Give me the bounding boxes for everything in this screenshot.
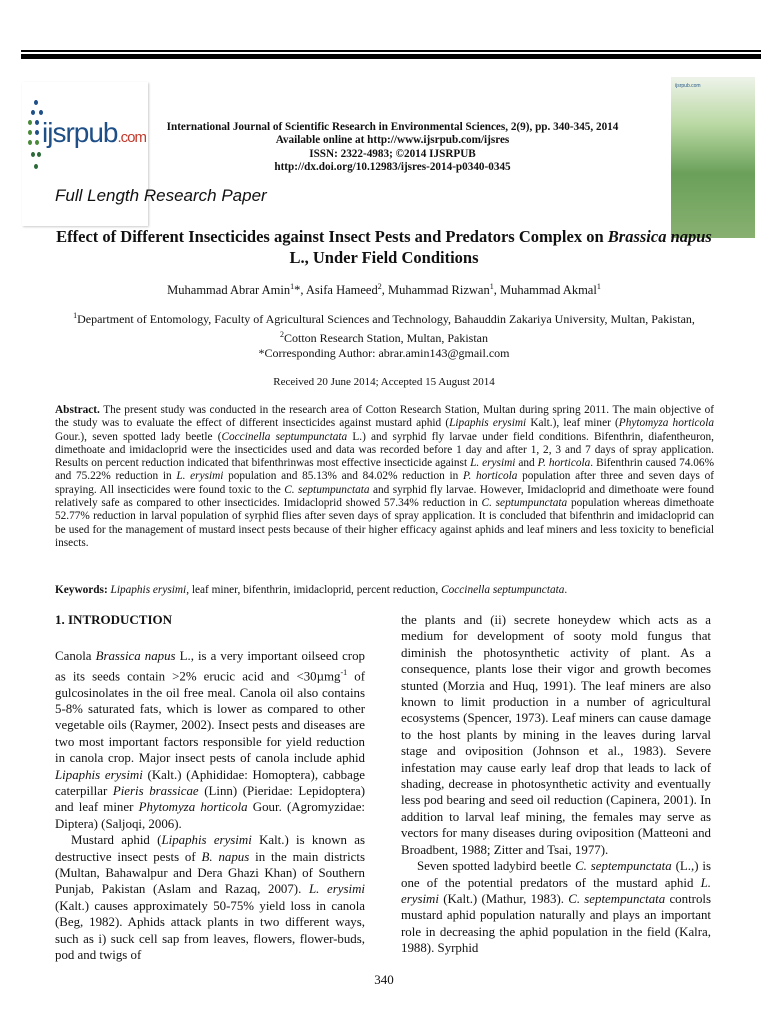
- paragraph: [401, 612, 711, 858]
- text-run: , Muhammad Akmal: [493, 283, 597, 298]
- italic-text: Lipaphis erysimi: [449, 417, 527, 430]
- superscript: 1: [73, 311, 78, 320]
- text-run: Seven spotted ladybird beetle: [417, 859, 576, 874]
- italic-text: L. erysimi: [308, 882, 365, 897]
- journal-citation: International Journal of Scientific Research in Environmental Sciences, 2(9), pp. 340-345, 2014: [166, 121, 619, 133]
- text-run: of gulcosinolates in the oil free meal. Canola oil also contains 5-8% saturated fats, which is lower as compared to other vegetable oils (Raymer, 2002). Insect pests and diseases are two most important factors responsible for yield reduction in canola crop. Major insect pests of canola include aphid: [55, 669, 366, 766]
- italic-text: Coccinella septumpunctata: [441, 584, 565, 596]
- italic-text: P. horticola: [537, 457, 591, 470]
- italic-text: Phytomyza horticola: [138, 800, 248, 815]
- affiliation-1: [55, 308, 713, 327]
- header-rule: [21, 50, 761, 52]
- italic-text: Lipaphis erysimi: [161, 833, 252, 848]
- text-run: controls mustard aphid population naturally and plays an important role in decreasing the aphid population in the field (Kalra, 1988). Syrphid: [401, 891, 711, 956]
- section-heading: 1. INTRODUCTION: [55, 612, 173, 627]
- text-run: (Kalt.) causes approximately 50-75% yield loss in canola (Beg, 1982). Aphids attack plants in two different ways, such as i) suck cell sap from leaves, flowers, flower-buds, pod and twigs of: [55, 898, 365, 963]
- received-dates: Received 20 June 2014; Accepted 15 August 2014: [273, 376, 495, 388]
- italic-text: Lipaphis erysimi: [55, 767, 143, 782]
- keywords: [55, 584, 714, 596]
- text-run: Muhammad Abrar Amin: [167, 283, 291, 298]
- italic-text: Brassica napus: [95, 649, 176, 664]
- italic-text: B. napus: [201, 849, 250, 864]
- text-run: Kalt.), leaf miner (: [526, 417, 619, 430]
- header-rule-thick: [21, 54, 761, 59]
- abstract: [55, 404, 714, 550]
- text-run: the plants and (ii) secrete honeydew which acts as a medium for development of sooty mold fungus that diminish the photosynthetic activity of plant. As a consequence, plants lose their vigor and growth becomes stunted (Morzia and Huq, 1991). The leaf miners are also known to limit production in a number of agricultural ecosystems (Spencer, 1973). Leaf miners can cause damage to the host plants by mining in the leaves during larval stage and oviposition (Johnson et al., 1983). Severe infestation may cause early leaf drop that leads to lack of shading, decrease in photosynthetic activity and eventually less pod bearing and seed oil reduction (Capinera, 2001). In addition to larval leaf mining, the females may serve as vectors for many diseases during oviposition (Matteoni and Broadbent, 1988; Zitter and Tsai, 1977).: [401, 613, 711, 857]
- text-run: *Corresponding Author: abrar.amin143@gmail.com: [258, 346, 510, 360]
- text-run: and syrphid fly larvae. However, Imidacloprid and dimethoate were found relatively safe as compared to other insecticides. Imidacloprid showed 57.34% reduction in: [55, 483, 714, 510]
- bold-label: Abstract.: [55, 404, 100, 416]
- italic-text: L. erysimi: [401, 875, 711, 906]
- text-run: (L.,) is one of the potential predators of the mustard aphid: [401, 859, 711, 890]
- corresponding-author: [55, 346, 713, 361]
- text-run: . Bifenthrin caused 74.06% and 75.22% reduction in: [55, 457, 714, 483]
- text-run: Effect of Different Insecticides against Insect Pests and Predators Complex on: [56, 227, 608, 246]
- journal-url[interactable]: Available online at http://www.ijsrpub.com/ijsres: [275, 134, 510, 147]
- text-run: L.) and syrphid fly larvae under field conditions. Bifenthrin, diafentheuron, dimethoate and imidacloprid were the insecticides used and data was recorded before 1 day and after 1, 2, 3 and 7 days of spray application. Results on percent reduction indicated that bifenthrinwas most effective insecticide against: [55, 430, 714, 470]
- paper-title: [55, 226, 713, 268]
- text-run: L., Under Field Conditions: [289, 248, 479, 267]
- italic-text: Lipaphis erysimi: [110, 584, 187, 596]
- text-run: in the main districts (Multan, Bahawalpur and Dera Ghazi Khan) of Southern Punjab, Pakistan (Aslam and Razaq, 2007).: [55, 849, 365, 897]
- text-run: population and 85.13% and 84.02% reduction in: [223, 470, 464, 483]
- italic-text: Phytomyza horticola: [618, 417, 714, 430]
- superscript: 1: [596, 282, 601, 291]
- text-run: population whereas dimethoate 52.77% reduction in larval population of syrphid flies after seven days of spray application. It is concluded that bifenthrin and imidacloprid can be used for the management of mustard insect pests because of their higher efficacy against aphids and leaf miners and less toxicity to beneficial insects.: [55, 497, 714, 549]
- text-run: Mustard aphid (: [71, 833, 162, 848]
- journal-cover-image: [671, 77, 755, 238]
- text-run: *, Asifa Hameed: [294, 283, 378, 298]
- italic-text: L. erysimi: [470, 457, 516, 470]
- left-column: [55, 612, 365, 963]
- italic-text: C. septempunctata: [575, 859, 672, 874]
- logo-text: [42, 117, 146, 149]
- right-column: [401, 612, 711, 957]
- paragraph: [401, 858, 711, 956]
- paragraph: [55, 832, 365, 963]
- journal-issn: ISSN: 2322-4983; ©2014 IJSRPUB: [309, 147, 476, 160]
- page-number: 340: [374, 972, 394, 987]
- superscript: 1: [489, 282, 494, 291]
- logo-name: ijsrpub: [42, 117, 118, 148]
- italic-text: Brassica napus: [607, 227, 712, 246]
- text-run: and: [515, 457, 538, 470]
- text-run: The present study was conducted in the research area of Cotton Research Station, Multan during spring 2011. The main objective of the study was to evaluate the effect of different insecticides against mustard aphid (: [55, 404, 714, 430]
- text-run: Canola: [55, 649, 96, 664]
- paragraph: [55, 648, 365, 832]
- italic-text: C. septempunctata: [568, 891, 666, 906]
- italic-text: Coccinella septumpunctata: [221, 430, 348, 443]
- text-run: .: [564, 584, 568, 596]
- text-run: , leaf miner, bifenthrin, imidacloprid, percent reduction,: [186, 584, 442, 596]
- text-run: Gour. (Agromyzidae: Diptera) (Saljoqi, 2006).: [55, 800, 366, 831]
- text-run: (Linn) (Pieridae: Lepidoptera) and leaf miner: [55, 783, 365, 815]
- text-run: L., is a very important oilseed crop as its seeds contain >2% erucic acid and <30µmg: [55, 649, 365, 684]
- superscript: 2: [280, 330, 284, 339]
- text-run: population after three and seven days of spraying. All insecticides were found toxic to the: [55, 470, 714, 496]
- cover-title: ijsrpub.com: [675, 83, 701, 89]
- journal-header: [150, 121, 635, 175]
- superscript: 1: [290, 282, 295, 291]
- text-run: Department of Entomology, Faculty of Agricultural Sciences and Technology, Bahauddin Zakariya University, Multan, Pakistan,: [77, 312, 695, 326]
- paper-type: Full Length Research Paper: [55, 186, 267, 205]
- affiliation-2: [55, 327, 713, 346]
- doi-link[interactable]: http://dx.doi.org/10.12983/ijsres-2014-p0340-0345: [274, 161, 511, 174]
- text-run: , Muhammad Rizwan: [381, 283, 490, 298]
- author-list: [55, 282, 713, 298]
- italic-text: P. horticola: [463, 470, 518, 483]
- text-run: Kalt.) is known as destructive insect pests of: [55, 833, 366, 864]
- italic-text: C. septumpunctata: [481, 497, 568, 510]
- text-run: Cotton Research Station, Multan, Pakistan: [284, 331, 488, 345]
- text-run: (Kalt.) (Mathur, 1983).: [438, 891, 569, 906]
- italic-text: L. erysimi: [176, 470, 224, 483]
- italic-text: C. septumpunctata: [284, 483, 370, 496]
- affiliations: [55, 308, 713, 361]
- superscript: -1: [340, 667, 348, 677]
- text-run: Gour.), seven spotted lady beetle (: [55, 430, 222, 443]
- superscript: 2: [377, 282, 382, 291]
- logo-suffix: .com: [117, 129, 146, 146]
- italic-text: Pieris brassicae: [112, 783, 199, 798]
- bold-label: Keywords:: [55, 584, 108, 596]
- text-run: (Kalt.) (Aphididae: Homoptera), cabbage caterpillar: [55, 767, 365, 798]
